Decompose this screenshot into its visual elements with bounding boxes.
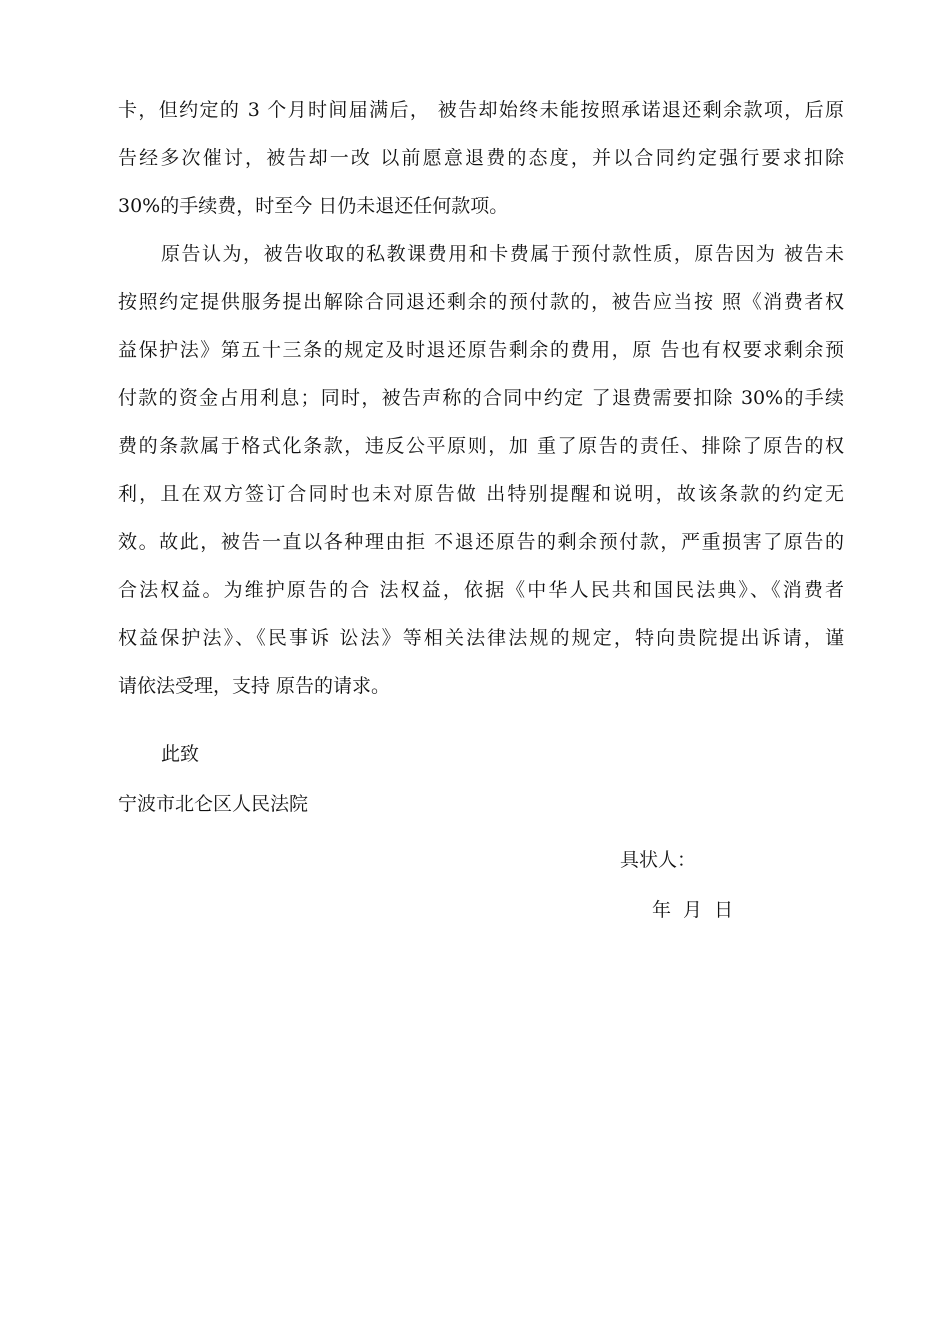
text-line: 30%的手续费，时至今 日仍未退还任何款项。: [118, 195, 509, 217]
paragraph-facts: [118, 86, 844, 230]
text-line: 请依法受理，支持 原告的请求。: [118, 675, 391, 697]
text-line: 卡，但约定的 3 个月时间届满后， 被告却始终未能按照承诺退还剩余款项，后原: [118, 99, 844, 121]
salutation: 此致: [161, 743, 200, 765]
text-line: 合法权益。为维护原告的合 法权益，依据《中华人民共和国民法典》、《消费者: [118, 579, 844, 601]
text-line: 按照约定提供服务提出解除合同退还剩余的预付款的，被告应当按 照《消费者权: [118, 291, 844, 313]
text-line: 告经多次催讨，被告却一改 以前愿意退费的态度，并以合同约定强行要求扣除: [118, 147, 844, 169]
text-line: 益保护法》第五十三条的规定及时退还原告剩余的费用，原 告也有权要求剩余预: [118, 339, 844, 361]
date-line: 年 月 日: [652, 899, 734, 921]
text-line: 权益保护法》、《民事诉 讼法》等相关法律法规的规定，特向贵院提出诉请，谨: [118, 627, 844, 649]
text-line: 效。故此，被告一直以各种理由拒 不退还原告的剩余预付款，严重损害了原告的: [118, 531, 844, 553]
signer-label: 具状人：: [620, 849, 697, 871]
text-line: 付款的资金占用利息；同时，被告声称的合同中约定 了退费需要扣除 30%的手续: [118, 387, 844, 409]
document-body: [118, 86, 844, 710]
paragraph-reasons: [118, 230, 844, 710]
court-name: 宁波市北仑区人民法院: [118, 793, 309, 815]
text-line: 费的条款属于格式化条款，违反公平原则，加 重了原告的责任、排除了原告的权: [118, 435, 844, 457]
text-line: 原告认为，被告收取的私教课费用和卡费属于预付款性质，原告因为 被告未: [161, 243, 844, 265]
text-line: 利，且在双方签订合同时也未对原告做 出特别提醒和说明，故该条款的约定无: [118, 483, 844, 505]
